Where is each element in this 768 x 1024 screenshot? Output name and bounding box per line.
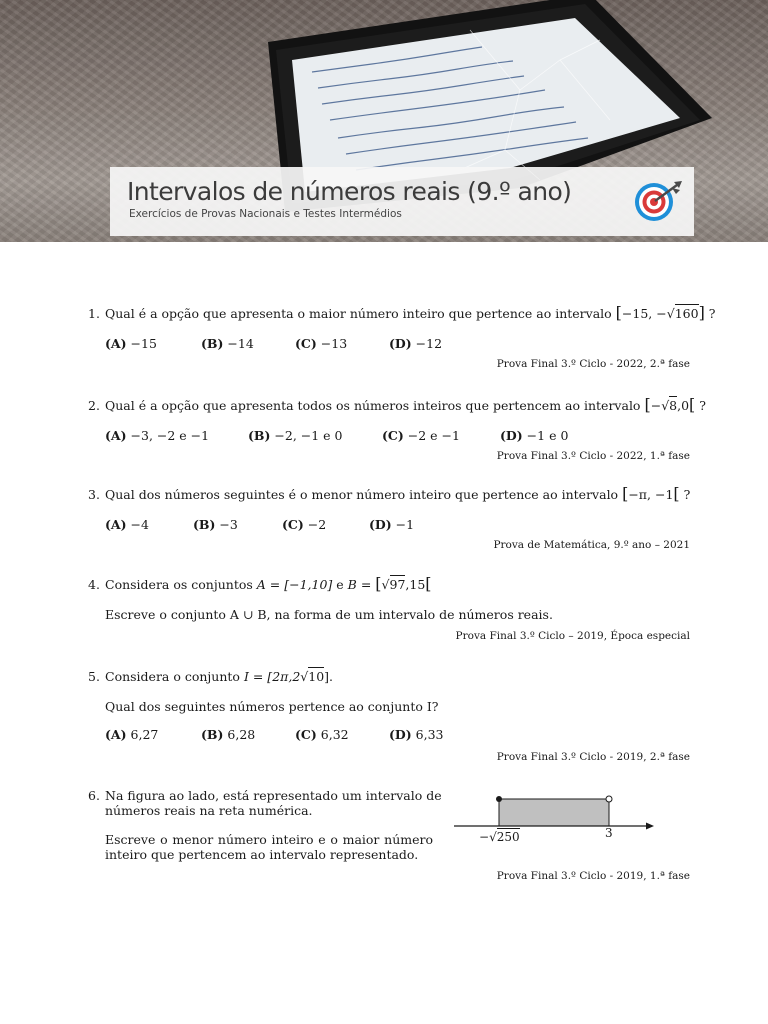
question-number: 1. xyxy=(88,306,100,321)
question-3-text: 3. Qual dos números seguintes é o menor número inteiro que pertence ao intervalo [−π, −1[ ? xyxy=(88,484,691,503)
set-b: B = [√97,15[ xyxy=(347,574,432,593)
open-endpoint xyxy=(606,796,612,802)
answer-options xyxy=(105,517,705,533)
question-4-text: 4. Considera os conjuntos A = [−1,10] e B = [√97,15[ xyxy=(88,574,432,593)
question-source: Prova Final 3.º Ciclo - 2022, 1.ª fase xyxy=(496,450,690,462)
question-source: Prova Final 3.º Ciclo - 2019, 2.ª fase xyxy=(496,751,690,763)
option-b[interactable]: (B) −2, −1 e 0 xyxy=(248,428,343,443)
axis-arrow-icon xyxy=(646,823,654,830)
option-d[interactable]: (D) −12 xyxy=(389,336,443,351)
option-c[interactable]: (C) 6,32 xyxy=(295,727,349,742)
option-d[interactable]: (D) 6,33 xyxy=(389,727,444,742)
page-title: Intervalos de números reais (9.º ano) xyxy=(127,177,572,206)
question-6-line-3: Escreve o menor número inteiro e o maior número xyxy=(105,832,433,847)
page-subtitle: Exercícios de Provas Nacionais e Testes Intermédios xyxy=(129,208,402,220)
right-endpoint-label: 3 xyxy=(605,826,613,840)
interval-shading xyxy=(499,799,609,826)
set-i: I = [2π,2√10]. xyxy=(243,669,334,684)
question-2-text: 2. Qual é a opção que apresenta todos os números inteiros que pertencem ao intervalo [−√8,0[ ? xyxy=(88,395,706,414)
question-number: 6. xyxy=(88,788,100,803)
option-c[interactable]: (C) −13 xyxy=(295,336,348,351)
answer-options xyxy=(105,428,705,444)
question-1-text: 1. Qual é a opção que apresenta o maior número inteiro que pertence ao intervalo [−15, −√160] ? xyxy=(88,303,716,322)
question-5-text: 5. Considera o conjunto I = [2π,2√10]. xyxy=(88,669,334,684)
option-d[interactable]: (D) −1 xyxy=(369,517,415,532)
left-endpoint-label: −√250 xyxy=(479,830,520,844)
question-source: Prova Final 3.º Ciclo - 2019, 1.ª fase xyxy=(496,870,690,882)
option-b[interactable]: (B) 6,28 xyxy=(201,727,256,742)
option-a[interactable]: (A) −15 xyxy=(105,336,157,351)
header-banner xyxy=(0,0,768,242)
answer-options xyxy=(105,336,705,352)
option-a[interactable]: (A) −3, −2 e −1 xyxy=(105,428,210,443)
interval: [−15, −√160] ? xyxy=(615,303,716,322)
question-4-instruction: Escreve o conjunto A ∪ B, na forma de um intervalo de números reais. xyxy=(105,607,553,622)
question-source: Prova de Matemática, 9.º ano – 2021 xyxy=(493,539,690,551)
option-a[interactable]: (A) −4 xyxy=(105,517,149,532)
option-c[interactable]: (C) −2 e −1 xyxy=(382,428,460,443)
question-source: Prova Final 3.º Ciclo – 2019, Época especial xyxy=(455,630,690,642)
set-a: A = [−1,10] xyxy=(256,577,333,592)
question-6-line-1: Na figura ao lado, está representado um intervalo de xyxy=(105,788,442,803)
question-6-line-4: inteiro que pertencem ao intervalo representado. xyxy=(105,847,419,862)
question-5-prompt: Qual dos seguintes números pertence ao conjunto I? xyxy=(105,699,439,714)
closed-endpoint xyxy=(496,796,502,802)
option-b[interactable]: (B) −14 xyxy=(201,336,254,351)
question-6-line-2: números reais na reta numérica. xyxy=(105,803,313,818)
interval: [−π, −1[ ? xyxy=(622,484,691,503)
option-d[interactable]: (D) −1 e 0 xyxy=(500,428,569,443)
option-b[interactable]: (B) −3 xyxy=(193,517,238,532)
question-source: Prova Final 3.º Ciclo - 2022, 2.ª fase xyxy=(496,358,690,370)
target-arrow-icon xyxy=(632,179,684,223)
option-c[interactable]: (C) −2 xyxy=(282,517,327,532)
title-box xyxy=(110,167,694,236)
answer-options xyxy=(105,727,705,743)
interval: [−√8,0[ ? xyxy=(644,395,706,414)
option-a[interactable]: (A) 6,27 xyxy=(105,727,159,742)
